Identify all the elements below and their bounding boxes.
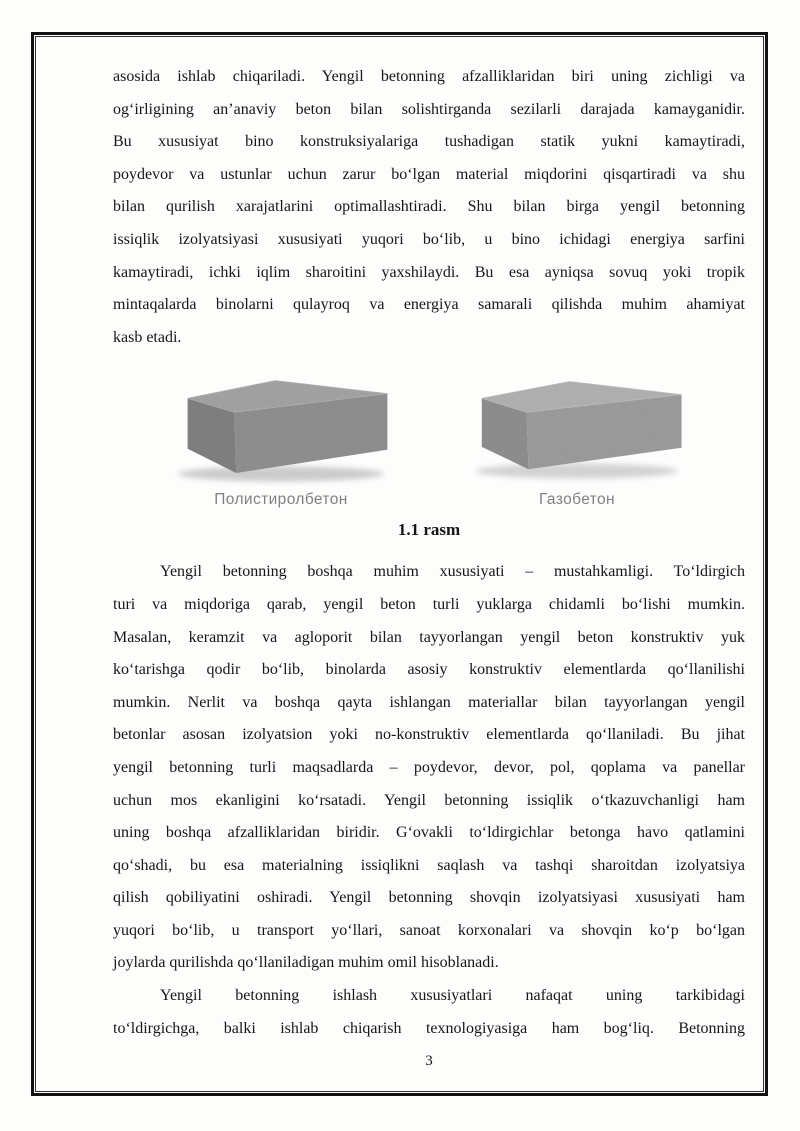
text-line: ko‘tarishga qodir bo‘lib, binolarda asosiy konstruktiv elementlarda qo‘llanilishi — [113, 661, 745, 679]
text-line: asosida ishlab chiqariladi. Yengil betonning afzalliklaridan biri uning zichligi va — [113, 68, 745, 85]
text-line: qilish qobiliyatini oshiradi. Yengil betonning shovqin izolyatsiyasi xususiyati ham — [113, 889, 745, 907]
text-line: uning boshqa afzalliklaridan biridir. G‘ovakli to‘ldirgichlar betonga havo qatlamini — [113, 824, 745, 842]
page-border-frame — [31, 32, 768, 1096]
page-number: 3 — [425, 1053, 433, 1070]
text-line: kasb etadi. — [113, 328, 182, 346]
text-line: issiqlik izolyatsiyasi xususiyati yuqori bo‘lib, u bino ichidagi energiya sarfini — [113, 230, 745, 248]
text-line: to‘ldirgichga, balki ishlab chiqarish texnologiyasiga ham bog‘liq. Betonning — [113, 1019, 745, 1037]
figure-label-left: Полистиролбетон — [214, 491, 348, 509]
figure-caption: 1.1 rasm — [397, 520, 461, 540]
text-line: yengil betonning turli maqsadlarda – poydevor, devor, pol, qoplama va panellar — [113, 758, 745, 776]
polystyrene-concrete-block-image — [169, 374, 393, 487]
text-line: og‘irligining an’anaviy beton bilan solishtirganda sezilarli darajada kamayganidir. — [113, 100, 745, 118]
text-line: qo‘shadi, bu esa materialning issiqlikni saqlash va tashqi sharoitdan izolyatsiya — [113, 856, 745, 874]
paragraph-1 — [113, 61, 745, 354]
aerated-concrete-block-image — [465, 374, 689, 487]
text-line: bilan qurilish xarajatlarini optimallashtiradi. Shu bilan birga yengil betonning — [113, 198, 745, 216]
figure-label-right: Газобетон — [538, 491, 616, 509]
text-line: uchun mos ekanligini ko‘rsatadi. Yengil betonning issiqlik o‘tkazuvchanligi ham — [113, 791, 745, 809]
text-line: Bu xususiyat bino konstruksiyalariga tushadigan statik yukni kamaytiradi, — [113, 133, 745, 151]
text-line: Yengil betonning boshqa muhim xususiyati – mustahkamligi. To‘ldirgich — [160, 563, 745, 581]
page-border-inner — [35, 36, 764, 1092]
text-line: turi va miqdoriga qarab, yengil beton turli yuklarga chidamli bo‘lishi mumkin. — [113, 595, 745, 613]
text-line: poydevor va ustunlar uchun zarur bo‘lgan material miqdorini qisqartiradi va shu — [113, 165, 745, 183]
figure-1-1 — [113, 374, 745, 510]
text-line: Masalan, keramzit va agloporit bilan tayyorlangan yengil beton konstruktiv yuk — [113, 628, 745, 646]
figure-right — [457, 374, 697, 510]
text-line: joylarda qurilishda qo‘llaniladigan muhim omil hisoblanadi. — [113, 954, 499, 972]
paragraph-3 — [113, 980, 745, 1045]
paragraph-2 — [113, 556, 745, 980]
text-line: yuqori bo‘lib, u transport yo‘llari, sanoat korxonalari va shovqin ko‘p bo‘lgan — [113, 921, 745, 939]
text-line: kamaytiradi, ichki iqlim sharoitini yaxshilaydi. Bu esa ayniqsa sovuq yoki tropik — [113, 263, 745, 281]
text-line: mintaqalarda binolarni qulayroq va energiya samarali qilishda muhim ahamiyat — [113, 296, 745, 314]
text-line: betonlar asosan izolyatsion yoki no-konstruktiv elementlarda qo‘llaniladi. Bu jihat — [113, 726, 745, 744]
text-line: mumkin. Nerlit va boshqa qayta ishlangan materiallar bilan tayyorlangan yengil — [113, 693, 745, 711]
figure-left — [161, 374, 401, 510]
text-line: Yengil betonning ishlash xususiyatlari nafaqat uning tarkibidagi — [160, 987, 745, 1005]
